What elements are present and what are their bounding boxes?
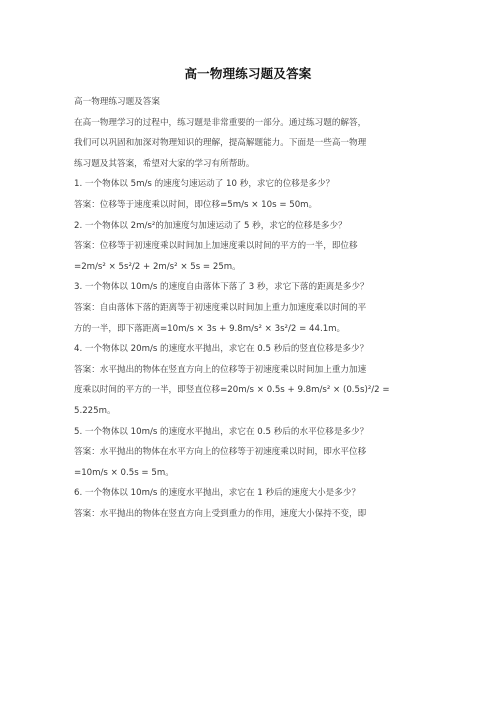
answer-line: 答案：位移等于初速度乘以时间加上加速度乘以时间的平方的一半，即位移 (74, 241, 358, 252)
answer-line: =10m/s × 0.5s = 5m。 (74, 467, 174, 478)
text-line: 在高一物理学习的过程中，练习题是非常重要的一部分。通过练习题的解答， (74, 117, 367, 128)
document-title: 高一物理练习题及答案 (184, 66, 312, 81)
answer-line: 答案：自由落体下落的距离等于初速度乘以时间加上重力加速度乘以时间的平 (74, 302, 367, 313)
question-line: 2. 一个物体以 2m/s²的加速度匀加速运动了 5 秒，求它的位移是多少？ (74, 220, 347, 231)
question-line: 4. 一个物体以 20m/s 的速度水平抛出，求它在 0.5 秒后的竖直位移是多少？ (74, 344, 369, 355)
answer-line: 答案：水平抛出的物体在竖直方向上受到重力的作用，速度大小保持不变，即 (74, 508, 367, 519)
text-line: 高一物理练习题及答案 (74, 97, 160, 107)
answer-line: 度乘以时间的平方的一半，即竖直位移=20m/s × 0.5s + 9.8m/s² × (0.5s)²/2 = (74, 385, 390, 396)
question-line: 5. 一个物体以 10m/s 的速度水平抛出，求它在 0.5 秒后的水平位移是多少？ (74, 426, 369, 437)
text-line: 练习题及其答案，希望对大家的学习有所帮助。 (74, 158, 255, 169)
text-line: 我们可以巩固和加深对物理知识的理解，提高解题能力。下面是一些高一物理 (74, 138, 367, 149)
answer-line: 方的一半，即下落距离=10m/s × 3s + 9.8m/s² × 3s²/2 = 44.1m。 (74, 323, 346, 334)
question-line: 3. 一个物体以 10m/s 的速度自由落体下落了 3 秒，求它下落的距离是多少？ (74, 282, 369, 293)
answer-line: 答案：位移等于速度乘以时间，即位移=5m/s × 10s = 50m。 (74, 199, 318, 210)
answer-line: 5.225m。 (74, 405, 116, 416)
question-line: 6. 一个物体以 10m/s 的速度水平抛出，求它在 1 秒后的速度大小是多少？ (74, 488, 361, 499)
answer-line: 答案：水平抛出的物体在竖直方向上的位移等于初速度乘以时间加上重力加速 (74, 364, 367, 375)
document-body (74, 92, 424, 524)
answer-line: 答案：水平抛出的物体在水平方向上的位移等于初速度乘以时间，即水平位移 (74, 447, 367, 458)
question-line: 1. 一个物体以 5m/s 的速度匀速运动了 10 秒，求它的位移是多少？ (74, 179, 335, 190)
answer-line: =2m/s² × 5s²/2 + 2m/s² × 5s = 25m。 (74, 261, 241, 272)
